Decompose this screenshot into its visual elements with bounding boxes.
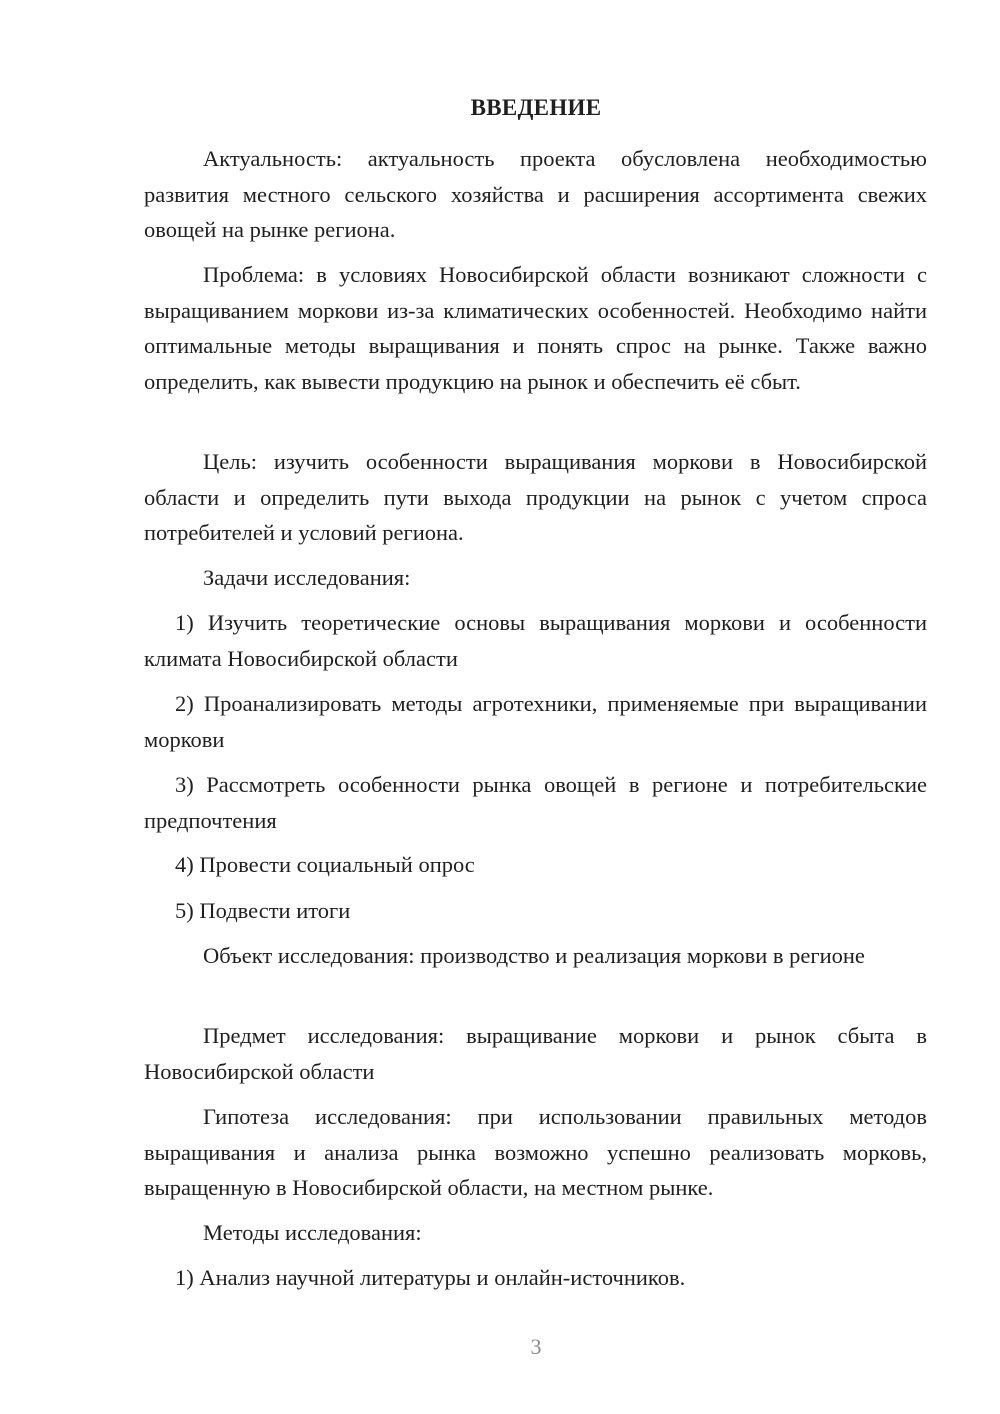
list-item-task-3: 3) Рассмотреть особенности рынка овощей в регионе и потребительские предпочтения	[144, 772, 927, 833]
list-item-task-4: 4) Провести социальный опрос	[175, 852, 475, 877]
list-item-method-1: 1) Анализ научной литературы и онлайн-источников.	[175, 1265, 686, 1290]
list-item-task-1: 1) Изучить теоретические основы выращивания моркови и особенности климата Новосибирской области	[144, 610, 927, 671]
list-item-task-2: 2) Проанализировать методы агротехники, применяемые при выращивании моркови	[144, 691, 927, 752]
paragraph-methods-heading: Методы исследования:	[203, 1220, 422, 1245]
paragraph-hypothesis: Гипотеза исследования: при использовании правильных методов выращивания и анализа рынка возможно успешно реализовать морковь, выращенную в Новосибирской области, на местном рынке.	[144, 1104, 927, 1200]
paragraph-tasks-heading: Задачи исследования:	[203, 565, 411, 590]
paragraph-relevance: Актуальность: актуальность проекта обусловлена необходимостью развития местного сельского хозяйства и расширения ассортимента свежих овощей на рынке региона.	[144, 146, 927, 242]
paragraph-goal: Цель: изучить особенности выращивания моркови в Новосибирской области и определить пути выхода продукции на рынок с учетом спроса потребителей и условий региона.	[144, 449, 927, 545]
paragraph-object: Объект исследования: производство и реализация моркови в регионе	[203, 943, 865, 968]
section-heading: ВВЕДЕНИЕ	[470, 95, 602, 120]
list-item-task-5: 5) Подвести итоги	[175, 898, 351, 923]
paragraph-subject: Предмет исследования: выращивание моркови и рынок сбыта в Новосибирской области	[144, 1023, 927, 1084]
page-number: 3	[530, 1334, 542, 1359]
paragraph-problem: Проблема: в условиях Новосибирской области возникают сложности с выращиванием моркови из-за климатических особенностей. Необходимо найти оптимальные методы выращивания и понять спрос на рынке. Также важно определить, как вывести продукцию на рынок и обеспечить её сбыт.	[144, 262, 927, 394]
